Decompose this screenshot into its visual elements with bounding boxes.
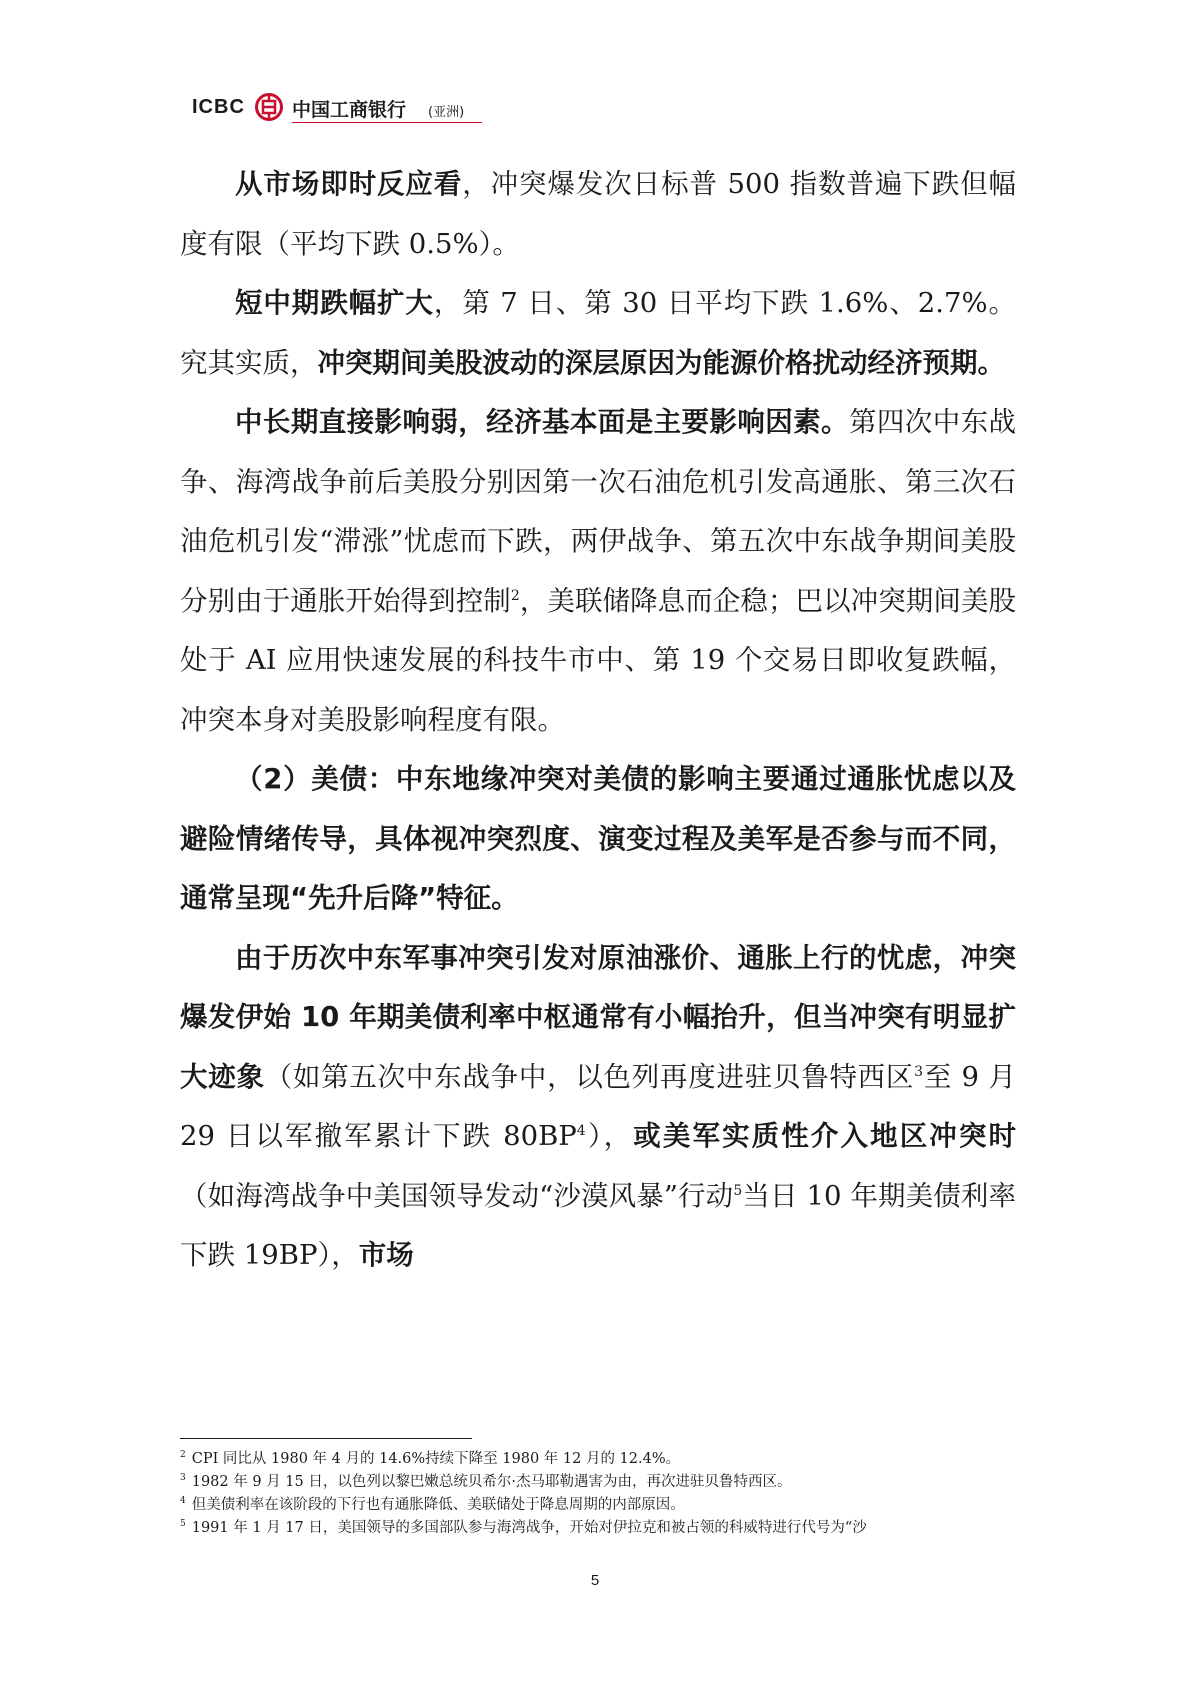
footnote-rule: [180, 1438, 472, 1439]
page-number: 5: [590, 1572, 600, 1589]
footnote-2: [180, 1448, 1016, 1471]
footnote-text: 1991 年 1 月 17 日，美国领导的多国部队参与海湾战争，开始对伊拉克和被占领的科威特进行代号为“沙: [191, 1520, 867, 1536]
paragraph-3: [180, 393, 1016, 750]
footnotes: [180, 1448, 1016, 1540]
bank-region: (亚洲): [428, 105, 465, 120]
p1-text: ，冲突爆发次日标普 500 指数普遍下跌但幅度有限（平均下跌 0.5%）。: [180, 168, 1017, 260]
footnote-3: [180, 1471, 1016, 1494]
paragraph-2: [180, 274, 1016, 393]
icbc-logo-icon: [254, 92, 284, 122]
footnote-ref-4[interactable]: 4: [576, 1122, 586, 1139]
footnote-text: 但美债利率在该阶段的下行也有通胀降低、美联储处于降息周期的内部原因。: [191, 1497, 685, 1513]
footnote-5: [180, 1517, 1016, 1540]
p3-text-1: 第四次中东战争、海湾战争前后美股分别因第一次石油危机引发高通胀、第三次石油危机引发“滞涨”忧虑而下跌，两伊战争、第五次中东战争期间美股分别由于通胀开始得到控制: [180, 406, 1017, 617]
footnote-4: [180, 1494, 1016, 1517]
footnote-ref-2[interactable]: 2: [510, 587, 520, 604]
bank-name: 中国工商银行: [292, 99, 407, 121]
footnote-num: 4: [180, 1496, 186, 1507]
paragraph-1: [180, 155, 1016, 274]
footnote-num: 5: [180, 1519, 186, 1530]
footnote-ref-3[interactable]: 3: [914, 1063, 924, 1080]
p2-text-1: ，第 7 日、第 30 日平均下跌 1.6%、2.7%。究其实质，: [180, 287, 1016, 379]
footnote-num: 2: [180, 1450, 186, 1461]
p3-bold: 中长期直接影响弱，经济基本面是主要影响因素。: [235, 406, 849, 438]
p4-bold: （2）美债：中东地缘冲突对美债的影响主要通过通胀忧虑以及避险情绪传导，具体视冲突烈度、演变过程及美军是否参与而不同，通常呈现“先升后降”特征。: [180, 763, 1016, 914]
footnote-text: 1982 年 9 月 15 日，以色列以黎巴嫩总统贝希尔·杰马耶勒遇害为由，再次进驻贝鲁特西区。: [191, 1474, 792, 1490]
p3-text-2: ，美联储降息而企稳；巴以冲突期间美股处于 AI 应用快速发展的科技牛市中、第 19 个交易日即收复跌幅，冲突本身对美股影响程度有限。: [180, 584, 1017, 736]
p2-bold-1: 短中期跌幅扩大: [235, 287, 434, 319]
footnote-num: 3: [180, 1473, 186, 1484]
p5-text-1: （如第五次中东战争中，以色列再度进驻贝鲁特西区: [264, 1060, 915, 1093]
icbc-logo-text: ICBC: [192, 96, 245, 118]
p5-text-3: ），: [585, 1120, 634, 1152]
p1-bold: 从市场即时反应看: [235, 168, 463, 200]
footnote-text: CPI 同比从 1980 年 4 月的 14.6%持续下降至 1980 年 12 月的 12.4%。: [191, 1451, 681, 1467]
page-header: [192, 92, 492, 126]
p5-bold-3: 市场: [358, 1239, 414, 1271]
p2-bold-2: 冲突期间美股波动的深层原因为能源价格扰动经济预期。: [317, 346, 1005, 379]
header-rule: [292, 122, 482, 123]
body-text: [180, 155, 1016, 1286]
p5-bold-1: 由于历次中东军事冲突引发对原油涨价、通胀上行的忧虑，冲突爆发伊始 10 年期美债利率中枢通常有小幅抬升，但当冲突有明显扩大迹象: [180, 941, 1016, 1093]
footnote-ref-5[interactable]: 5: [733, 1182, 743, 1199]
p5-bold-2: 或美军实质性介入地区冲突时: [633, 1120, 1016, 1152]
paragraph-4: [180, 750, 1016, 929]
p5-text-2: 至 9 月 29 日以军撤军累计下跌 80BP: [180, 1060, 1017, 1152]
paragraph-5: [180, 929, 1016, 1286]
p5-text-5: 当日 10 年期美债利率下跌 19BP），: [180, 1179, 1016, 1271]
p5-text-4: （如海湾战争中美国领导发动“沙漠风暴”行动: [180, 1179, 734, 1212]
